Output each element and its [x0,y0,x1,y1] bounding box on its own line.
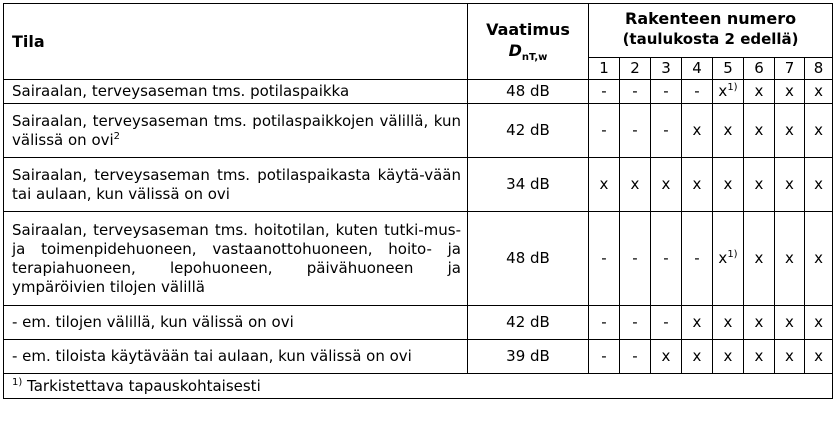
structure-mark-4 [682,104,713,158]
column-number-3: 3 [651,58,682,80]
rakenteen-subtitle: (taulukosta 2 edellä) [622,30,799,48]
requirement-value: 34 dB [468,158,589,212]
tila-text: - em. tilojen välillä, kun välissä on ovi [12,313,294,331]
structure-mark-6 [744,104,775,158]
tila-cell [4,158,468,212]
mark-symbol: x [723,121,733,139]
structure-mark-1 [589,158,620,212]
structure-mark-4 [682,212,713,306]
mark-symbol: x [661,175,671,193]
mark-symbol: x [814,175,823,193]
structure-mark-5 [713,80,744,104]
column-number-7: 7 [775,58,805,80]
structure-mark-6 [744,340,775,374]
mark-symbol: - [632,82,638,100]
structure-mark-3 [651,80,682,104]
structure-mark-2 [620,158,651,212]
mark-symbol: - [601,82,607,100]
column-header-vaatimus [468,4,589,80]
mark-symbol: - [663,82,669,100]
structure-mark-1 [589,104,620,158]
structure-mark-6 [744,212,775,306]
mark-symbol: - [601,347,607,365]
structure-mark-7 [775,80,805,104]
mark-symbol: - [694,82,700,100]
structure-mark-1 [589,212,620,306]
structure-mark-2 [620,80,651,104]
mark-symbol: x [814,313,823,331]
tila-cell [4,80,468,104]
dntw-symbol: D [508,41,522,60]
mark-symbol: x [754,347,764,365]
mark-symbol: x [785,82,794,100]
structure-mark-3 [651,340,682,374]
structure-mark-4 [682,306,713,340]
tila-footnote-ref: 2 [113,130,121,142]
mark-symbol: - [632,347,638,365]
mark-symbol: x [785,175,794,193]
mark-symbol: x [814,249,823,267]
mark-symbol: x [723,175,733,193]
structure-mark-7 [775,212,805,306]
mark-symbol: x [692,347,702,365]
mark-symbol: x [661,347,671,365]
structure-mark-8 [805,80,833,104]
structure-mark-2 [620,306,651,340]
structure-mark-8 [805,158,833,212]
structure-mark-4 [682,340,713,374]
mark-symbol: - [632,249,638,267]
structure-mark-1 [589,80,620,104]
mark-symbol: x [814,121,823,139]
structure-mark-3 [651,306,682,340]
mark-symbol: - [663,313,669,331]
mark-symbol: x [718,82,728,100]
structure-mark-3 [651,158,682,212]
structure-mark-7 [775,158,805,212]
mark-symbol: x [785,313,794,331]
structure-mark-3 [651,104,682,158]
mark-symbol: x [785,249,794,267]
table-row [4,212,833,306]
structure-mark-6 [744,158,775,212]
footnote-marker: 1) [12,376,23,388]
mark-symbol: x [754,249,764,267]
mark-symbol: x [754,313,764,331]
column-number-1: 1 [589,58,620,80]
structure-mark-6 [744,80,775,104]
structure-mark-7 [775,104,805,158]
structure-mark-6 [744,306,775,340]
mark-symbol: x [692,313,702,331]
structure-mark-7 [775,306,805,340]
mark-symbol: x [723,313,733,331]
table-row [4,306,833,340]
footnote-text: Tarkistettava tapauskohtaisesti [22,376,261,395]
mark-symbol: x [723,347,733,365]
vaatimus-label: Vaatimus [486,20,570,39]
mark-symbol: x [718,249,728,267]
requirement-value: 42 dB [468,306,589,340]
mark-footnote-ref: 1) [727,249,738,260]
mark-symbol: - [601,121,607,139]
mark-symbol: x [785,347,794,365]
column-number-8: 8 [805,58,833,80]
structure-mark-8 [805,340,833,374]
table-row [4,80,833,104]
tila-text: Sairaalan, terveysaseman tms. hoitotilan, kuten tutki-mus- ja toimenpidehuoneen, vastaanottohuoneen, hoito- ja terapiahuoneen, lepohuoneen, päivähuoneen ja ympäröivien tilojen välillä [12,220,461,296]
mark-symbol: - [663,249,669,267]
structure-mark-7 [775,340,805,374]
requirement-value: 48 dB [468,212,589,306]
mark-symbol: x [814,347,823,365]
column-number-2: 2 [620,58,651,80]
structure-mark-8 [805,104,833,158]
mark-footnote-ref: 1) [727,82,738,93]
structure-mark-5 [713,104,744,158]
dntw-subscript: nT,w [521,52,548,63]
structure-mark-1 [589,340,620,374]
mark-symbol: - [601,313,607,331]
tila-cell [4,306,468,340]
structure-mark-4 [682,80,713,104]
structure-mark-8 [805,212,833,306]
footnote [4,374,833,399]
mark-symbol: x [754,175,764,193]
mark-symbol: - [632,313,638,331]
rakenteen-title: Rakenteen numero [625,9,797,28]
structure-mark-2 [620,212,651,306]
mark-symbol: x [754,121,764,139]
mark-symbol: - [601,249,607,267]
column-header-tila: Tila [4,4,468,80]
column-number-4: 4 [682,58,713,80]
structure-mark-2 [620,340,651,374]
mark-symbol: x [692,175,702,193]
column-number-5: 5 [713,58,744,80]
structure-mark-2 [620,104,651,158]
tila-text: - em. tiloista käytävään tai aulaan, kun välissä on ovi [12,347,412,365]
requirement-value: 42 dB [468,104,589,158]
footnote-row [4,374,833,399]
mark-symbol: x [630,175,640,193]
structure-mark-4 [682,158,713,212]
tila-text: Sairaalan, terveysaseman tms. potilaspaikkojen välillä, kun välissä on ovi [12,111,461,149]
tila-text: Sairaalan, terveysaseman tms. potilaspaikka [12,82,350,100]
tila-cell [4,340,468,374]
mark-symbol: - [694,249,700,267]
structure-mark-5 [713,212,744,306]
table-row [4,158,833,212]
structure-mark-5 [713,340,744,374]
structure-mark-5 [713,158,744,212]
mark-symbol: x [692,121,702,139]
mark-symbol: - [663,121,669,139]
requirement-value: 39 dB [468,340,589,374]
tila-text: Sairaalan, terveysaseman tms. potilaspaikasta käytä-vään tai aulaan, kun välissä on ovi [12,165,461,203]
column-header-rakenteen-numero [589,4,833,58]
structure-mark-8 [805,306,833,340]
requirement-value: 48 dB [468,80,589,104]
table-row [4,340,833,374]
structure-mark-5 [713,306,744,340]
table-row [4,104,833,158]
mark-symbol: x [785,121,794,139]
mark-symbol: x [814,82,823,100]
mark-symbol: x [754,82,764,100]
tila-cell [4,104,468,158]
column-number-6: 6 [744,58,775,80]
tila-cell [4,212,468,306]
structure-mark-3 [651,212,682,306]
mark-symbol: x [599,175,609,193]
requirements-table [3,3,833,399]
mark-symbol: - [632,121,638,139]
structure-mark-1 [589,306,620,340]
